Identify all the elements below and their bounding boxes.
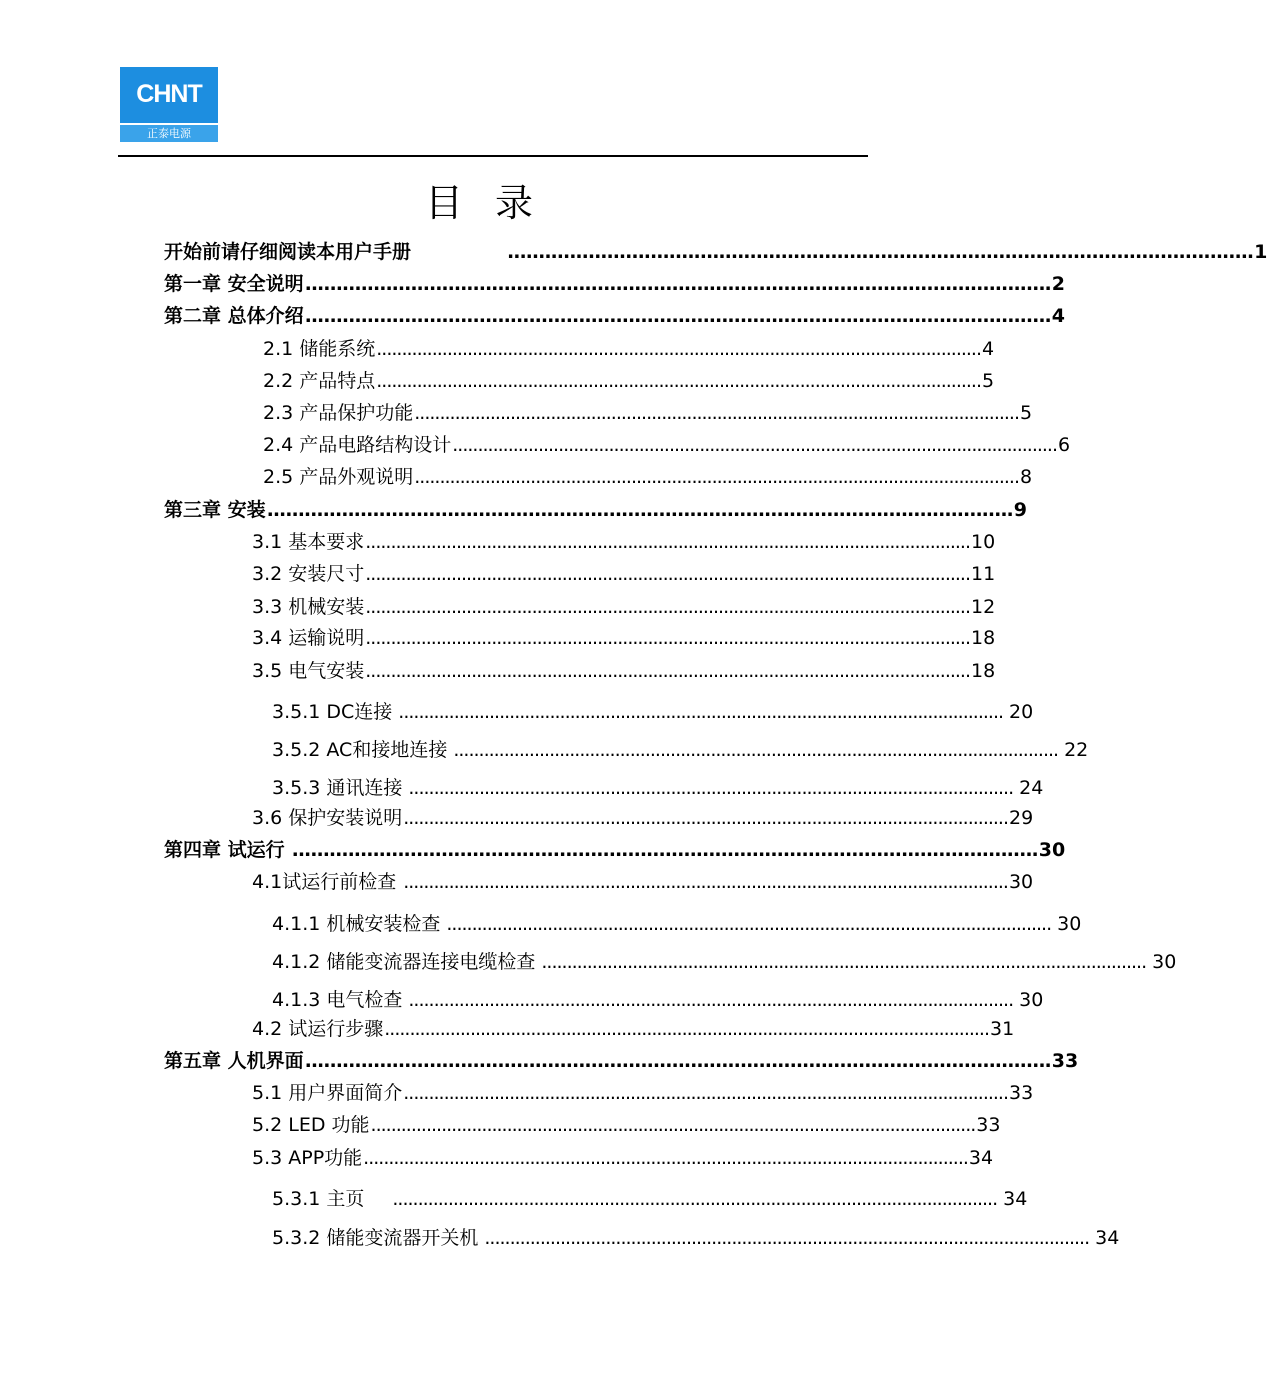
toc-entry-label: 第五章 人机界面 — [164, 1050, 304, 1072]
toc-entry-label: 4.1.3 电气检查 — [272, 989, 403, 1011]
toc-leader-dots: ........................................................................................................................ — [414, 466, 1020, 488]
toc-leader-dots: ........................................................................................................................ — [384, 1018, 990, 1040]
toc-entry-label: 3.3 机械安装 — [252, 596, 365, 618]
toc-entry[interactable] — [252, 527, 996, 554]
toc-entry[interactable] — [164, 1046, 1079, 1073]
toc-entry[interactable] — [272, 1223, 1120, 1250]
toc-leader-dots: ........................................................................................................................ — [414, 402, 1020, 424]
toc-entry[interactable] — [252, 867, 1034, 894]
toc-leader-dots: ........................................................................................................................ — [541, 951, 1147, 973]
toc-entry[interactable] — [164, 495, 1027, 522]
toc-leader-dots: ........................................................................................................................ — [408, 777, 1014, 799]
toc-entry-page: 30 — [1152, 951, 1177, 973]
toc-leader-dots: ........................................................................................................................ — [291, 839, 1038, 861]
toc-entry-page: 33 — [1051, 1050, 1079, 1072]
toc-entry-label: 5.3.2 储能变流器开关机 — [272, 1227, 479, 1249]
toc-leader-dots: ........................................................................................................................ — [370, 1114, 976, 1136]
toc-entry[interactable] — [252, 592, 996, 619]
toc-entry[interactable] — [263, 398, 1033, 425]
toc-entry-page: 34 — [1003, 1188, 1028, 1210]
toc-entry-label: 5.3.1 主页 — [272, 1188, 365, 1210]
toc-entry[interactable] — [252, 1078, 1034, 1105]
toc-leader-dots: ........................................................................................................................ — [403, 1082, 1009, 1104]
toc-entry-label: 3.5.2 AC和接地连接 — [272, 739, 448, 761]
toc-entry-label: 第一章 安全说明 — [164, 273, 304, 295]
toc-entry-label: 2.3 产品保护功能 — [263, 402, 414, 424]
page-title: 目录 — [424, 181, 565, 225]
toc-entry[interactable] — [252, 1110, 1001, 1137]
toc-entry-page: 4 — [982, 338, 995, 360]
toc-leader-dots: ........................................................................................................................ — [266, 499, 1013, 521]
toc-leader-dots: ........................................................................................................................ — [304, 1050, 1051, 1072]
toc-leader-dots: ........................................................................................................................ — [408, 989, 1014, 1011]
toc-entry-label: 2.1 储能系统 — [263, 338, 376, 360]
toc-entry-label: 开始前请仔细阅读本用户手册 — [164, 241, 412, 263]
toc-entry-label: 第二章 总体介绍 — [164, 305, 304, 327]
toc-entry-label: 3.2 安装尺寸 — [252, 563, 365, 585]
toc-leader-dots: ........................................................................................................................ — [452, 434, 1058, 456]
toc-entry-label: 3.5.3 通讯连接 — [272, 777, 403, 799]
toc-entry-label: 3.4 运输说明 — [252, 627, 365, 649]
chint-logo — [120, 67, 218, 142]
toc-entry-page: 30 — [1019, 989, 1044, 1011]
toc-entry[interactable] — [252, 559, 996, 586]
toc-entry[interactable] — [263, 366, 995, 393]
toc-entry[interactable] — [263, 430, 1071, 457]
toc-entry-page: 5 — [982, 370, 995, 392]
toc-leader-dots: ........................................................................................................................ — [304, 305, 1051, 327]
toc-entry-label: 2.4 产品电路结构设计 — [263, 434, 452, 456]
toc-leader-dots: ........................................................................................................................ — [446, 913, 1052, 935]
toc-entry-label: 3.6 保护安装说明 — [252, 807, 403, 829]
toc-entry-page: 29 — [1009, 807, 1034, 829]
toc-entry-label: 4.1试运行前检查 — [252, 871, 397, 893]
toc-entry-label: 2.5 产品外观说明 — [263, 466, 414, 488]
toc-leader-dots: ........................................................................................................................ — [365, 531, 971, 553]
toc-leader-dots: ........................................................................................................................ — [304, 273, 1051, 295]
toc-leader-dots: ........................................................................................................................ — [365, 596, 971, 618]
toc-entry-page: 20 — [1009, 701, 1034, 723]
toc-entry-page: 11 — [971, 563, 996, 585]
toc-entry-page: 9 — [1013, 499, 1027, 521]
toc-entry-label: 5.1 用户界面简介 — [252, 1082, 403, 1104]
toc-entry-page: 12 — [971, 596, 996, 618]
toc-entry-page: 5 — [1020, 402, 1033, 424]
toc-entry-label: 3.5 电气安装 — [252, 660, 365, 682]
toc-entry-label: 3.5.1 DC连接 — [272, 701, 393, 723]
toc-leader-dots: ........................................................................................................................ — [403, 871, 1008, 893]
toc-entry[interactable] — [164, 269, 1065, 296]
toc-entry[interactable] — [272, 697, 1034, 724]
toc-entry[interactable] — [263, 334, 995, 361]
toc-entry[interactable] — [164, 237, 1267, 264]
toc-leader-dots: ........................................................................................................................ — [453, 739, 1059, 761]
toc-entry-page: 30 — [1038, 839, 1066, 861]
toc-entry-page: 6 — [1058, 434, 1071, 456]
toc-entry-page: 8 — [1020, 466, 1033, 488]
toc-entry-label: 4.2 试运行步骤 — [252, 1018, 384, 1040]
toc-entry[interactable] — [272, 947, 1177, 974]
toc-entry-label: 4.1.1 机械安装检查 — [272, 913, 441, 935]
toc-entry[interactable] — [252, 1014, 1015, 1041]
toc-entry[interactable] — [272, 735, 1089, 762]
toc-leader-dots: ........................................................................................................................ — [507, 241, 1254, 263]
toc-leader-dots: ........................................................................................................................ — [365, 660, 971, 682]
toc-entry-page: 10 — [971, 531, 996, 553]
toc-leader-dots: ........................................................................................................................ — [376, 370, 982, 392]
toc-entry-page: 4 — [1051, 305, 1065, 327]
toc-entry-page: 18 — [971, 627, 996, 649]
toc-entry-page: 34 — [1095, 1227, 1120, 1249]
toc-entry-page: 2 — [1051, 273, 1065, 295]
toc-entry-label: 第三章 安装 — [164, 499, 266, 521]
toc-entry[interactable] — [252, 803, 1034, 830]
toc-entry[interactable] — [164, 835, 1066, 862]
toc-leader-dots: ........................................................................................................................ — [392, 1188, 998, 1210]
toc-leader-dots: ........................................................................................................................ — [363, 1147, 968, 1169]
toc-leader-dots: ........................................................................................................................ — [398, 701, 1004, 723]
toc-entry-page: 33 — [1009, 1082, 1034, 1104]
toc-leader-dots: ........................................................................................................................ — [365, 563, 971, 585]
toc-entry-label: 5.3 APP功能 — [252, 1147, 363, 1169]
toc-entry[interactable] — [252, 1143, 994, 1170]
toc-entry-page: 22 — [1064, 739, 1089, 761]
toc-entry-label: 3.1 基本要求 — [252, 531, 365, 553]
header-divider — [118, 155, 868, 157]
toc-entry-label: 5.2 LED 功能 — [252, 1114, 370, 1136]
toc-entry-page: 31 — [990, 1018, 1015, 1040]
toc-entry-page: 18 — [971, 660, 996, 682]
toc-entry[interactable] — [272, 1184, 1028, 1211]
toc-leader-dots: ........................................................................................................................ — [376, 338, 982, 360]
toc-leader-dots: ........................................................................................................................ — [365, 627, 971, 649]
toc-entry[interactable] — [164, 301, 1065, 328]
toc-entry-page: 33 — [976, 1114, 1001, 1136]
toc-leader-dots: ........................................................................................................................ — [484, 1227, 1090, 1249]
toc-entry-page: 1 — [1254, 241, 1267, 263]
toc-entry[interactable] — [263, 462, 1033, 489]
toc-entry[interactable] — [272, 909, 1082, 936]
toc-entry-page: 30 — [1057, 913, 1082, 935]
logo-subtitle: 正泰电源 — [120, 123, 218, 142]
toc-entry-label: 4.1.2 储能变流器连接电缆检查 — [272, 951, 536, 973]
toc-entry-label: 2.2 产品特点 — [263, 370, 376, 392]
toc-entry[interactable] — [252, 623, 996, 650]
toc-entry-page: 24 — [1019, 777, 1044, 799]
toc-entry[interactable] — [272, 985, 1044, 1012]
toc-entry-page: 34 — [968, 1147, 994, 1169]
toc-entry-label: 第四章 试运行 — [164, 839, 285, 861]
toc-entry[interactable] — [252, 656, 996, 683]
toc-entry[interactable] — [272, 773, 1044, 800]
logo-brand-text: CHNT — [136, 80, 202, 108]
toc-leader-dots: ........................................................................................................................ — [403, 807, 1009, 829]
toc-entry-page: 30 — [1008, 871, 1034, 893]
